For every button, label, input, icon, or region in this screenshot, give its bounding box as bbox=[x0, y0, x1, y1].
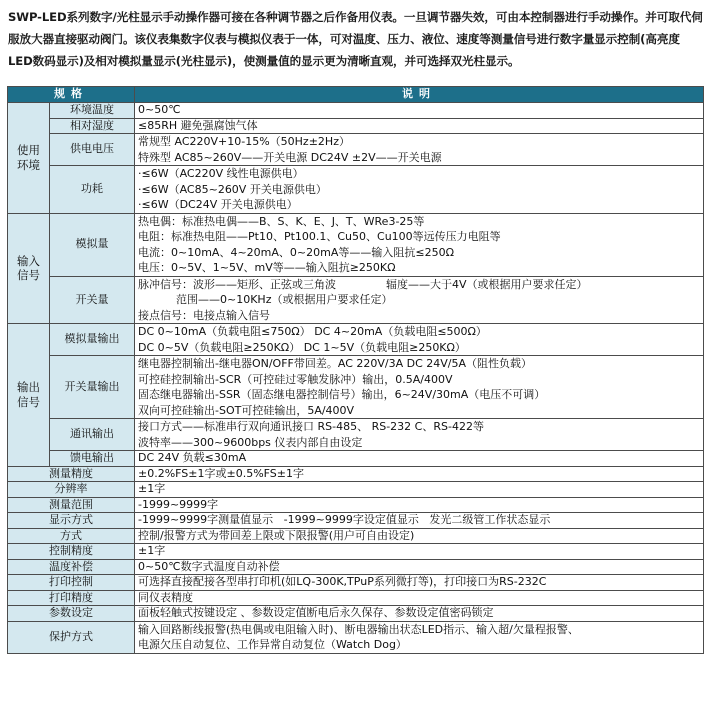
value-output-comm bbox=[135, 419, 704, 451]
table-row bbox=[8, 575, 704, 591]
row-label: 控制精度 bbox=[8, 544, 135, 560]
consumption-line: ·≤6W（AC85~260V 开关电源供电） bbox=[138, 182, 327, 196]
output-comm-line: 接口方式——标准串行双向通讯接口 RS-485、 RS-232 C、RS-422等 bbox=[138, 420, 484, 433]
row-value: ±1字 bbox=[135, 544, 704, 560]
row-value: ±1字 bbox=[135, 482, 704, 498]
row-value: 同仪表精度 bbox=[135, 590, 704, 606]
label-output-feed: 馈电输出 bbox=[50, 451, 135, 467]
row-value: 面板轻触式按键设定 、参数设定值断电后永久保存、参数设定值密码锁定 bbox=[135, 606, 704, 622]
row-label: 分辨率 bbox=[8, 482, 135, 498]
input-switch-line bbox=[138, 277, 700, 293]
table-row bbox=[8, 166, 704, 214]
header-desc: 说明 bbox=[135, 87, 704, 103]
label-protect: 保护方式 bbox=[8, 621, 135, 653]
value-protect bbox=[135, 621, 704, 653]
label-output-comm: 通讯输出 bbox=[50, 419, 135, 451]
table-row bbox=[8, 590, 704, 606]
table-row bbox=[8, 513, 704, 529]
pulse-waveform: 脉冲信号：波形——矩形、正弦或三角波 bbox=[138, 277, 336, 291]
input-switch-line: 范围——0~10KHz（或根据用户要求任定） bbox=[176, 293, 393, 306]
label-power: 供电电压 bbox=[50, 134, 135, 166]
group-output: 输出 信号 bbox=[8, 324, 50, 467]
table-row bbox=[8, 451, 704, 467]
table-row bbox=[8, 324, 704, 356]
label-temp: 环境温度 bbox=[50, 103, 135, 119]
table-row bbox=[8, 103, 704, 119]
label-humidity: 相对湿度 bbox=[50, 118, 135, 134]
protect-line: 输入回路断线报警(热电偶或电阻输入时)、断电器输出状态LED指示、输入超/欠量程报警、 bbox=[138, 622, 579, 636]
table-row bbox=[8, 497, 704, 513]
output-analog-line: DC 0~10mA（负载电阻≤750Ω） DC 4~20mA（负载电阻≤500Ω） bbox=[138, 325, 487, 338]
input-analog-line: 电压：0~5V、1~5V、mV等——输入阻抗≥250KΩ bbox=[138, 261, 396, 274]
row-value: 控制/报警方式为带回差上限或下限报警(用户可自由设定) bbox=[135, 528, 704, 544]
label-output-analog: 模拟量输出 bbox=[50, 324, 135, 356]
table-header-row bbox=[8, 87, 704, 103]
row-label: 温度补偿 bbox=[8, 559, 135, 575]
label-input-switch: 开关量 bbox=[50, 276, 135, 324]
table-row bbox=[8, 544, 704, 560]
value-temp: 0~50℃ bbox=[135, 103, 704, 119]
group-use-env: 使用 环境 bbox=[8, 103, 50, 214]
table-row bbox=[8, 213, 704, 276]
row-value: 可选择直接配接各型串打印机(如LQ-300K,TPuP系列微打等)，打印接口为RS-232C bbox=[135, 575, 704, 591]
output-switch-line: 固态继电器输出-SSR（固态继电器控制信号）输出，6~24V/30mA（电压不可调） bbox=[138, 388, 546, 401]
label-consumption: 功耗 bbox=[50, 166, 135, 214]
row-label: 测量范围 bbox=[8, 497, 135, 513]
value-output-feed: DC 24V 负载≤30mA bbox=[135, 451, 704, 467]
row-value: 0~50℃数字式温度自动补偿 bbox=[135, 559, 704, 575]
input-analog-line: 电阻：标准热电阻——Pt10、Pt100.1、Cu50、Cu100等远传压力电阻等 bbox=[138, 230, 501, 243]
value-output-switch bbox=[135, 356, 704, 419]
input-analog-line: 电流：0~10mA、4~20mA、0~20mA等——输入阻抗≤250Ω bbox=[138, 245, 454, 259]
row-label: 参数设定 bbox=[8, 606, 135, 622]
value-power bbox=[135, 134, 704, 166]
consumption-line: ·≤6W（DC24V 开关电源供电） bbox=[138, 198, 298, 211]
value-humidity: ≤85RH 避免强腐蚀气体 bbox=[135, 118, 704, 134]
value-input-analog bbox=[135, 213, 704, 276]
header-spec: 规格 bbox=[8, 87, 135, 103]
row-value: ±0.2%FS±1字或±0.5%FS±1字 bbox=[135, 466, 704, 482]
output-switch-line: 双向可控硅输出-SOT可控硅输出，5A/400V bbox=[138, 403, 355, 417]
table-row bbox=[8, 606, 704, 622]
output-comm-line: 波特率——300~9600bps 仪表内部自由设定 bbox=[138, 435, 363, 449]
group-input: 输入 信号 bbox=[8, 213, 50, 324]
table-row bbox=[8, 118, 704, 134]
label-input-analog: 模拟量 bbox=[50, 213, 135, 276]
value-output-analog bbox=[135, 324, 704, 356]
pulse-amplitude: 辐度——大于4V（或根据用户要求任定） bbox=[386, 277, 588, 291]
row-label: 显示方式 bbox=[8, 513, 135, 529]
row-label: 打印控制 bbox=[8, 575, 135, 591]
table-row bbox=[8, 528, 704, 544]
power-line: 常规型 AC220V+10-15%（50Hz±2Hz） bbox=[138, 135, 350, 148]
output-switch-line: 可控硅控制输出-SCR（可控硅过零触发脉冲）输出，0.5A/400V bbox=[138, 372, 453, 386]
table-row bbox=[8, 466, 704, 482]
table-row bbox=[8, 559, 704, 575]
label-output-switch: 开关量输出 bbox=[50, 356, 135, 419]
consumption-line: ·≤6W（AC220V 线性电源供电） bbox=[138, 167, 304, 180]
output-analog-line: DC 0~5V（负载电阻≥250KΩ） DC 1~5V（负载电阻≥250KΩ） bbox=[138, 340, 466, 354]
power-line: 特殊型 AC85~260V——开关电源 DC24V ±2V——开关电源 bbox=[138, 150, 442, 164]
input-switch-line: 接点信号：电接点输入信号 bbox=[138, 308, 270, 322]
row-label: 方式 bbox=[8, 528, 135, 544]
output-switch-line: 继电器控制输出-继电器ON/OFF带回差。AC 220V/3A DC 24V/5A（阻性负载） bbox=[138, 357, 533, 370]
table-row bbox=[8, 621, 704, 653]
table-row bbox=[8, 134, 704, 166]
value-input-switch bbox=[135, 276, 704, 324]
table-row bbox=[8, 482, 704, 498]
intro-paragraph: SWP-LED系列数字/光柱显示手动操作器可接在各种调节器之后作备用仪表。一旦调节器失效，可由本控制器进行手动操作。并可取代伺服放大器直接驱动阀门。该仪表集数字仪表与模拟仪表于一体，可对温度、压力、液位、速度等测量信号进行数字量显示控制(高亮度LED数码显示)及相对模拟量显示(光柱显示)，使测量值的显示更为清晰直观，并可选择双光柱显示。 bbox=[8, 10, 703, 68]
row-value: -1999~9999字 bbox=[135, 497, 704, 513]
value-consumption bbox=[135, 166, 704, 214]
table-row bbox=[8, 276, 704, 324]
input-analog-line: 热电偶：标准热电偶——B、S、K、E、J、T、WRe3-25等 bbox=[138, 214, 425, 228]
row-label: 测量精度 bbox=[8, 466, 135, 482]
table-row bbox=[8, 356, 704, 419]
row-label: 打印精度 bbox=[8, 590, 135, 606]
table-row bbox=[8, 419, 704, 451]
row-value: -1999~9999字测量值显示 -1999~9999字设定值显示 发光二级管工作状态显示 bbox=[135, 513, 704, 529]
spec-table bbox=[7, 86, 704, 654]
protect-line: 电源欠压自动复位、工作异常自动复位（Watch Dog） bbox=[138, 638, 407, 651]
